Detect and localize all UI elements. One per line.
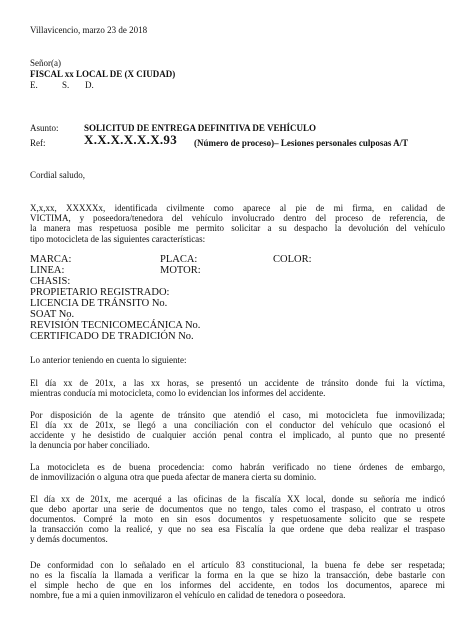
asunto-text: SOLICITUD DE ENTREGA DEFINITIVA DE VEHÍCULO bbox=[84, 123, 316, 133]
intro-line: la manera mas respetuosa posible me permito solicitar a su despacho la devolución del vehículo bbox=[30, 223, 445, 233]
paragraph-line: y demás documentos. bbox=[30, 534, 108, 544]
paragraph-line: no es la fiscalía la llamada a verificar la forma en la que se hizo la transacción, debe bastarle con bbox=[30, 570, 445, 580]
field-chasis: CHASIS: bbox=[30, 276, 71, 287]
paragraph-line: El día xx de 201x, me acerqué a las oficinas de la fiscalía XX local, donde su señoría me indicó bbox=[30, 494, 445, 504]
paragraph-line: El día xx de 201x, se llegó a una conciliación con el conductor del vehículo que ocasionó el bbox=[30, 420, 445, 430]
paragraph-line: La motocicleta es de buena procedencia: como habrán verificado no tiene órdenes de embargo, bbox=[30, 462, 445, 472]
field-licencia: LICENCIA DE TRÁNSITO No. bbox=[30, 298, 168, 309]
field-revision: REVISIÓN TECNICOMECÁNICA No. bbox=[30, 320, 201, 331]
field-color: COLOR: bbox=[273, 254, 312, 265]
paragraph-line: De conformidad con lo señalado en el artículo 83 constitucional, la buena fe debe ser respetada; bbox=[30, 560, 445, 570]
considering-line: Lo anterior teniendo en cuenta lo siguiente: bbox=[30, 355, 187, 365]
recipient-esd-s: S. bbox=[62, 80, 70, 90]
ref-text: (Número de proceso)– Lesiones personales culposas A/T bbox=[194, 138, 409, 148]
recipient-esd-e: E. bbox=[30, 80, 38, 90]
paragraph-line: documentos. Compré la moto en sin esos documentos y respetuosamente solicito que se respete bbox=[30, 514, 445, 524]
paragraph-line: el simple hecho de que en los informes del accidente, en todos los documentos, aparece mi bbox=[30, 580, 445, 590]
field-soat: SOAT No. bbox=[30, 309, 75, 320]
intro-line: VICTIMA, y poseedora/tenedora del vehículo involucrado dentro del proceso de referencia, de bbox=[30, 213, 445, 223]
greeting: Cordial saludo, bbox=[30, 170, 85, 180]
paragraph-line: de inmovilización o alguna otra que pueda afectar de manera cierta su dominio. bbox=[30, 472, 317, 482]
recipient-name: FISCAL xx LOCAL DE (X CIUDAD) bbox=[30, 69, 176, 79]
field-motor: MOTOR: bbox=[160, 265, 201, 276]
paragraph-line: que debo aportar una serie de documentos que no tengo, tales como el traspaso, el contrato u otros bbox=[30, 504, 445, 514]
recipient-esd-d: D. bbox=[85, 80, 94, 90]
field-marca: MARCA: bbox=[30, 254, 72, 265]
field-propietario: PROPIETARIO REGISTRADO: bbox=[30, 287, 170, 298]
paragraph-line: mientras conducía mi motocicleta, como lo evidencian los informes del accidente. bbox=[30, 388, 326, 398]
asunto-label: Asunto: bbox=[30, 123, 59, 133]
paragraph-line: El día xx de 201x, a las xx horas, se presentó un accidente de tránsito donde fui la víctima, bbox=[30, 378, 445, 388]
paragraph-line: Por disposición de la agente de tránsito que atendió el caso, mi motocicleta fue inmovilizada; bbox=[30, 410, 445, 420]
paragraph-line: la transacción como la realicé, y que no sea esa Fiscalía la que ordene que deba realizar el traspaso bbox=[30, 524, 445, 534]
paragraph-line: la denuncia por haber conciliado. bbox=[30, 440, 150, 450]
ref-label: Ref: bbox=[30, 138, 46, 148]
field-placa: PLACA: bbox=[160, 254, 198, 265]
paragraph-line: nombre, fue a mi a quien inmovilizaron el vehículo en calidad de tenedora o poseedora. bbox=[30, 590, 346, 600]
intro-line: tipo motocicleta de las siguientes características: bbox=[30, 234, 206, 244]
recipient-salutation: Señor(a) bbox=[30, 58, 61, 68]
intro-line: X,x,xx, XXXXXx, identificada civilmente como aparece al pie de mi firma, en calidad de bbox=[30, 203, 445, 213]
field-certificado: CERTIFICADO DE TRADICIÓN No. bbox=[30, 331, 194, 342]
paragraph-line: accidente y he desistido de cualquier acción penal contra el implicado, al punto que no presenté bbox=[30, 430, 445, 440]
date-line: Villavicencio, marzo 23 de 2018 bbox=[30, 25, 148, 35]
field-linea: LINEA: bbox=[30, 265, 65, 276]
ref-number: X.X.X.X.X.X.93 bbox=[84, 132, 178, 147]
